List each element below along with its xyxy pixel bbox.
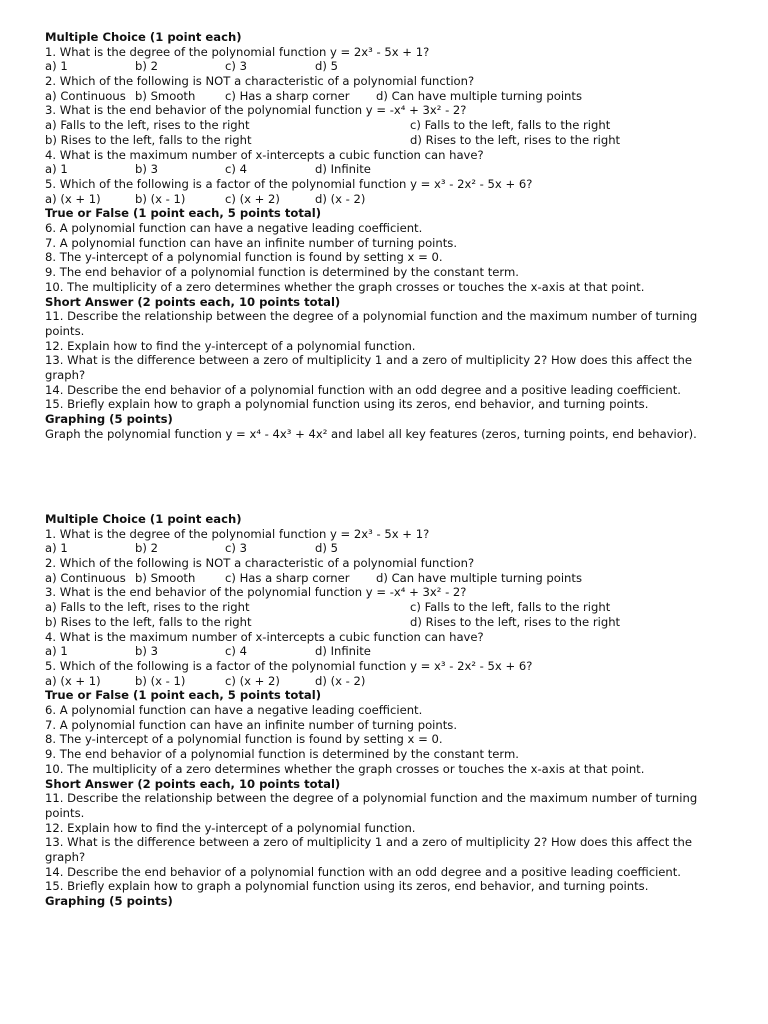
option-d: d) Infinite — [315, 644, 371, 659]
sa-question-13: 13. What is the difference between a zero of multiplicity 1 and a zero of multiplicity 2? How does this affect the graph? — [45, 835, 692, 865]
sa-question-11: 11. Describe the relationship between the degree of a polynomial function and the maximum number of turning points. — [45, 791, 698, 820]
option-b: b) 2 — [135, 541, 158, 556]
option-b: b) 3 — [135, 162, 158, 177]
option-b: b) (x - 1) — [135, 191, 186, 206]
worksheet-copy-2 — [45, 512, 735, 909]
option-c: c) (x + 2) — [225, 673, 280, 688]
question-3-options-row-2 — [45, 133, 735, 148]
option-d: d) Can have multiple turning points — [376, 88, 582, 103]
option-c: c) Has a sharp corner — [225, 570, 350, 585]
option-d: d) 5 — [315, 541, 338, 556]
question-4-options — [45, 162, 735, 177]
tf-question-8: 8. The y-intercept of a polynomial function is found by setting x = 0. — [45, 732, 443, 747]
option-a: a) Falls to the left, rises to the right — [45, 600, 250, 615]
option-c: c) 4 — [225, 644, 247, 659]
sa-question-14: 14. Describe the end behavior of a polynomial function with an odd degree and a positive leading coefficient. — [45, 864, 681, 879]
question-3-options-row-1 — [45, 600, 735, 615]
sa-question-13: 13. What is the difference between a zero of multiplicity 1 and a zero of multiplicity 2? How does this affect the graph? — [45, 353, 692, 383]
question-5: 5. Which of the following is a factor of the polynomial function y = x³ - 2x² - 5x + 6? — [45, 176, 533, 191]
tf-question-8: 8. The y-intercept of a polynomial function is found by setting x = 0. — [45, 250, 443, 265]
multiple-choice-heading: Multiple Choice (1 point each) — [45, 30, 242, 44]
option-c: c) (x + 2) — [225, 191, 280, 206]
question-5-options — [45, 192, 735, 207]
option-c: c) 3 — [225, 541, 247, 556]
tf-question-6: 6. A polynomial function can have a negative leading coefficient. — [45, 221, 423, 236]
option-a: a) 1 — [45, 644, 68, 659]
option-b: b) Rises to the left, falls to the right — [45, 132, 252, 147]
option-a: a) (x + 1) — [45, 191, 101, 206]
option-c: c) 3 — [225, 59, 247, 74]
option-d: d) Can have multiple turning points — [376, 570, 582, 585]
tf-question-7: 7. A polynomial function can have an infinite number of turning points. — [45, 235, 458, 250]
tf-question-7: 7. A polynomial function can have an infinite number of turning points. — [45, 717, 458, 732]
option-a: a) 1 — [45, 59, 68, 74]
sa-question-12: 12. Explain how to find the y-intercept of a polynomial function. — [45, 820, 416, 835]
question-3: 3. What is the end behavior of the polynomial function y = -x⁴ + 3x² - 2? — [45, 585, 467, 600]
question-2-options — [45, 571, 735, 586]
question-2-options — [45, 89, 735, 104]
true-false-heading: True or False (1 point each, 5 points total) — [45, 688, 322, 703]
question-1: 1. What is the degree of the polynomial function y = 2x³ - 5x + 1? — [45, 44, 430, 59]
multiple-choice-heading: Multiple Choice (1 point each) — [45, 512, 242, 526]
tf-question-10: 10. The multiplicity of a zero determines whether the graph crosses or touches the x-axis at that point. — [45, 279, 645, 294]
graphing-heading: Graphing (5 points) — [45, 894, 173, 909]
tf-question-10: 10. The multiplicity of a zero determines whether the graph crosses or touches the x-axis at that point. — [45, 761, 645, 776]
question-1: 1. What is the degree of the polynomial function y = 2x³ - 5x + 1? — [45, 526, 430, 541]
option-d: d) (x - 2) — [315, 673, 366, 688]
option-a: a) (x + 1) — [45, 673, 101, 688]
option-d: d) Infinite — [315, 162, 371, 177]
tf-question-6: 6. A polynomial function can have a negative leading coefficient. — [45, 703, 423, 718]
tf-question-9: 9. The end behavior of a polynomial function is determined by the constant term. — [45, 265, 519, 280]
question-1-options — [45, 541, 735, 556]
option-b: b) Smooth — [135, 570, 196, 585]
sa-question-15: 15. Briefly explain how to graph a polynomial function using its zeros, end behavior, and turning points. — [45, 879, 649, 894]
worksheet-copy-1 — [45, 30, 735, 442]
short-answer-heading: Short Answer (2 points each, 10 points total) — [45, 776, 341, 791]
option-d: d) Rises to the left, rises to the right — [410, 614, 621, 629]
sa-question-12: 12. Explain how to find the y-intercept of a polynomial function. — [45, 338, 416, 353]
option-a: a) 1 — [45, 541, 68, 556]
question-1-options — [45, 59, 735, 74]
question-2: 2. Which of the following is NOT a characteristic of a polynomial function? — [45, 74, 475, 89]
question-5: 5. Which of the following is a factor of the polynomial function y = x³ - 2x² - 5x + 6? — [45, 658, 533, 673]
question-3-options-row-2 — [45, 615, 735, 630]
option-b: b) Rises to the left, falls to the right — [45, 614, 252, 629]
question-2: 2. Which of the following is NOT a characteristic of a polynomial function? — [45, 556, 475, 571]
option-a: a) Continuous — [45, 88, 126, 103]
sa-question-14: 14. Describe the end behavior of a polynomial function with an odd degree and a positive leading coefficient. — [45, 382, 681, 397]
option-a: a) Falls to the left, rises to the right — [45, 118, 250, 133]
graphing-prompt: Graph the polynomial function y = x⁴ - 4x³ + 4x² and label all key features (zeros, turning points, end behavior). — [45, 426, 697, 441]
question-5-options — [45, 674, 735, 689]
option-d: d) (x - 2) — [315, 191, 366, 206]
option-b: b) (x - 1) — [135, 673, 186, 688]
option-d: d) 5 — [315, 59, 338, 74]
question-3: 3. What is the end behavior of the polynomial function y = -x⁴ + 3x² - 2? — [45, 103, 467, 118]
option-c: c) Falls to the left, falls to the right — [410, 118, 611, 133]
option-b: b) 3 — [135, 644, 158, 659]
option-c: c) Falls to the left, falls to the right — [410, 600, 611, 615]
short-answer-heading: Short Answer (2 points each, 10 points total) — [45, 294, 341, 309]
question-4: 4. What is the maximum number of x-intercepts a cubic function can have? — [45, 147, 484, 162]
option-c: c) Has a sharp corner — [225, 88, 350, 103]
graphing-heading: Graphing (5 points) — [45, 412, 173, 427]
option-b: b) 2 — [135, 59, 158, 74]
option-a: a) 1 — [45, 162, 68, 177]
sa-question-15: 15. Briefly explain how to graph a polynomial function using its zeros, end behavior, and turning points. — [45, 397, 649, 412]
option-d: d) Rises to the left, rises to the right — [410, 132, 621, 147]
option-b: b) Smooth — [135, 88, 196, 103]
question-4-options — [45, 644, 735, 659]
true-false-heading: True or False (1 point each, 5 points total) — [45, 206, 322, 221]
option-a: a) Continuous — [45, 570, 126, 585]
tf-question-9: 9. The end behavior of a polynomial function is determined by the constant term. — [45, 747, 519, 762]
question-4: 4. What is the maximum number of x-intercepts a cubic function can have? — [45, 629, 484, 644]
sa-question-11: 11. Describe the relationship between the degree of a polynomial function and the maximum number of turning points. — [45, 309, 698, 338]
question-3-options-row-1 — [45, 118, 735, 133]
option-c: c) 4 — [225, 162, 247, 177]
